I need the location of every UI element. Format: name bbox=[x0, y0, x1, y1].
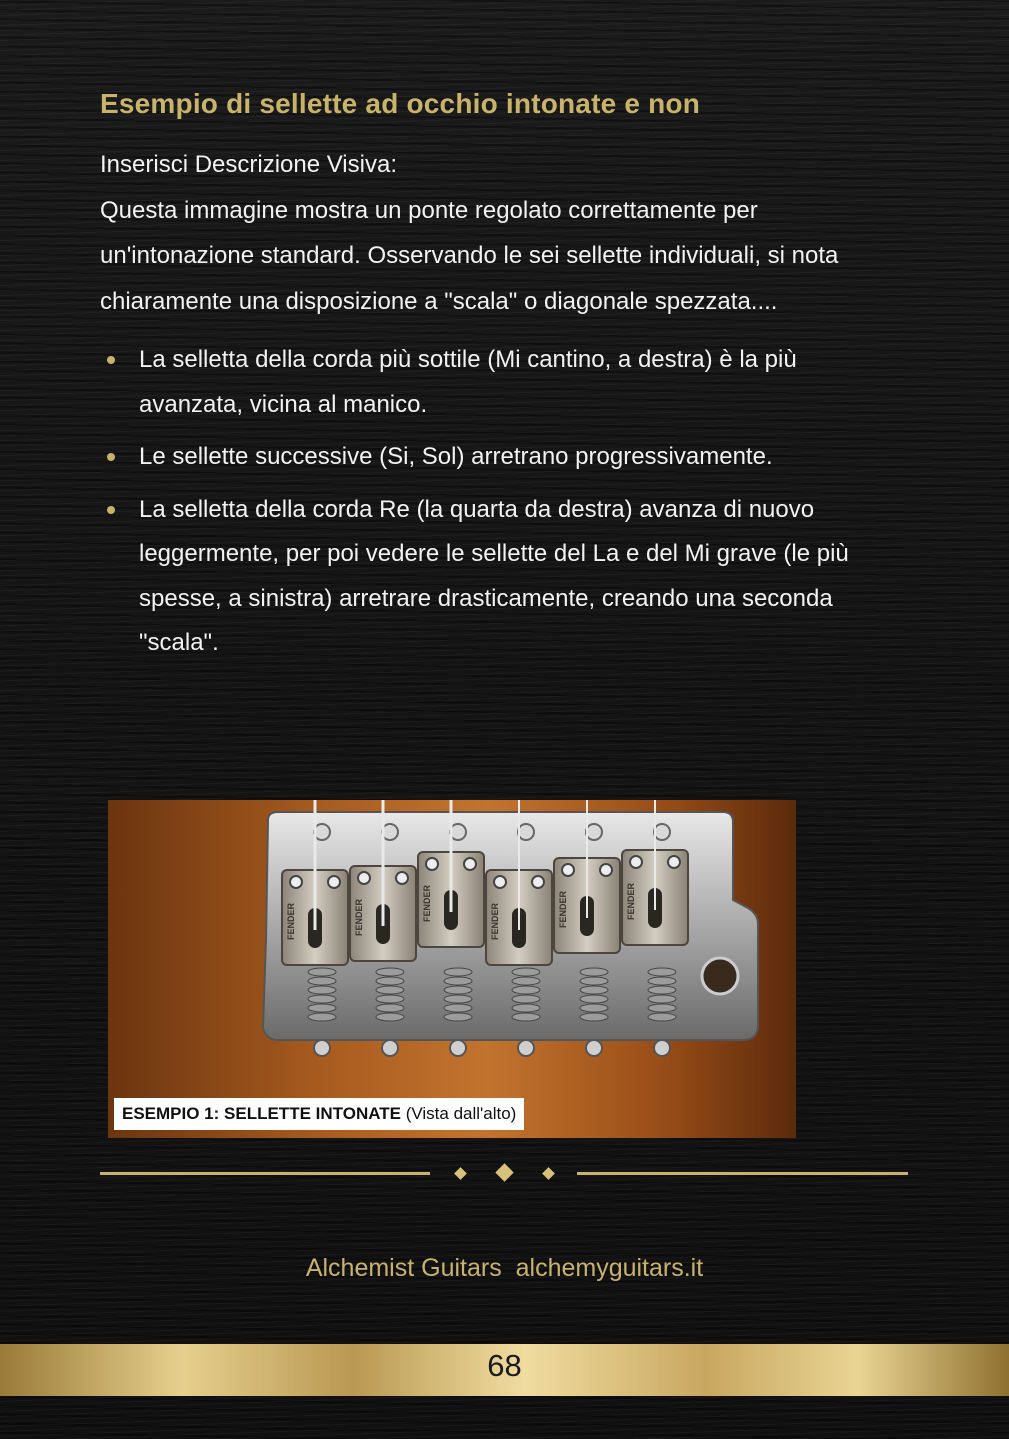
bullet-dot-icon bbox=[107, 506, 115, 514]
intonation-spring bbox=[376, 995, 404, 1003]
bridge-photo bbox=[108, 800, 796, 1138]
intonation-spring bbox=[580, 977, 608, 985]
diamond-icon bbox=[542, 1167, 555, 1180]
height-screw bbox=[396, 872, 408, 884]
intonation-spring bbox=[308, 986, 336, 994]
intonation-screw-head bbox=[314, 1040, 330, 1056]
paragraph-line: Inserisci Descrizione Visiva: bbox=[100, 151, 397, 178]
intonation-spring bbox=[512, 977, 540, 985]
string-hole bbox=[586, 824, 602, 840]
section-heading: Esempio di sellette ad occhio intonate e non bbox=[100, 88, 701, 119]
list-item bbox=[100, 435, 900, 480]
height-screw bbox=[494, 876, 506, 888]
intonation-spring bbox=[376, 986, 404, 994]
divider-line bbox=[577, 1172, 908, 1175]
intonation-screw-head bbox=[518, 1040, 534, 1056]
photo-caption bbox=[114, 1098, 524, 1130]
intonation-spring bbox=[512, 968, 540, 976]
intonation-spring bbox=[580, 986, 608, 994]
intonation-spring bbox=[308, 995, 336, 1003]
height-screw bbox=[290, 876, 302, 888]
list-item bbox=[100, 488, 900, 666]
intonation-screw-head bbox=[586, 1040, 602, 1056]
intonation-screw-head bbox=[450, 1040, 466, 1056]
intonation-spring bbox=[580, 995, 608, 1003]
height-screw bbox=[358, 872, 370, 884]
height-screw bbox=[328, 876, 340, 888]
string-hole bbox=[654, 824, 670, 840]
mount-hole bbox=[702, 958, 738, 994]
saddle-brand-text: FENDER bbox=[626, 882, 636, 920]
height-screw bbox=[562, 864, 574, 876]
intonation-spring bbox=[444, 968, 472, 976]
caption-title: ESEMPIO 1: SELLETTE INTONATE bbox=[122, 1104, 401, 1123]
saddle-brand-text: FENDER bbox=[422, 884, 432, 922]
height-screw bbox=[600, 864, 612, 876]
intonation-spring bbox=[580, 1013, 608, 1021]
caption-subtitle: (Vista dall'alto) bbox=[400, 1104, 517, 1123]
string-hole bbox=[518, 824, 534, 840]
intonation-spring bbox=[648, 1004, 676, 1012]
diamond-icon bbox=[495, 1163, 513, 1181]
intonation-spring bbox=[308, 977, 336, 985]
intonation-spring bbox=[376, 968, 404, 976]
intonation-spring bbox=[444, 1004, 472, 1012]
saddle-brand-text: FENDER bbox=[490, 902, 500, 940]
intonation-spring bbox=[648, 1013, 676, 1021]
ornamental-divider bbox=[100, 1160, 908, 1188]
footer-credit bbox=[0, 1254, 1009, 1283]
intonation-spring bbox=[580, 1004, 608, 1012]
height-screw bbox=[464, 858, 476, 870]
height-screw bbox=[532, 876, 544, 888]
footer-brand: Alchemist Guitars bbox=[305, 1254, 502, 1282]
intonation-spring bbox=[376, 1013, 404, 1021]
list-item bbox=[100, 338, 900, 427]
saddle-brand-text: FENDER bbox=[354, 898, 364, 936]
intonation-spring bbox=[444, 977, 472, 985]
guitar-bridge-illustration bbox=[108, 800, 796, 1138]
height-screw bbox=[426, 858, 438, 870]
paragraph-line: Questa immagine mostra un ponte regolato correttamente per bbox=[100, 196, 758, 224]
bullet-dot-icon bbox=[107, 356, 115, 364]
intonation-spring bbox=[308, 968, 336, 976]
footer-website: alchemyguitars.it bbox=[515, 1254, 704, 1282]
paragraph-line: chiaramente una disposizione a "scala" o diagonale spezzata.... bbox=[100, 287, 778, 315]
paragraph-line: un'intonazione standard. Osservando le sei sellette individuali, si nota bbox=[100, 242, 839, 269]
intonation-spring bbox=[444, 986, 472, 994]
intonation-spring bbox=[512, 1013, 540, 1021]
intonation-spring bbox=[512, 986, 540, 994]
saddle-brand-text: FENDER bbox=[558, 890, 568, 928]
bullet-dot-icon bbox=[107, 453, 115, 461]
description-paragraph bbox=[100, 142, 920, 324]
intonation-spring bbox=[376, 977, 404, 985]
intonation-spring bbox=[648, 995, 676, 1003]
intonation-spring bbox=[444, 995, 472, 1003]
height-screw bbox=[668, 856, 680, 868]
diamond-icon bbox=[454, 1167, 467, 1180]
intonation-spring bbox=[444, 1013, 472, 1021]
intonation-spring bbox=[648, 977, 676, 985]
list-item-text: Le sellette successive (Si, Sol) arretrano progressivamente. bbox=[139, 443, 773, 470]
intonation-spring bbox=[376, 1004, 404, 1012]
intonation-spring bbox=[648, 968, 676, 976]
list-item-text: La selletta della corda Re (la quarta da destra) avanza di nuovo leggermente, per poi vedere le sellette del La e del Mi grave (le più spesse, a sinistra) arretrare drasticamente, creando una seconda "scala". bbox=[139, 495, 849, 656]
height-screw bbox=[630, 856, 642, 868]
intonation-spring bbox=[580, 968, 608, 976]
divider-line bbox=[100, 1172, 430, 1175]
intonation-spring bbox=[512, 995, 540, 1003]
bullet-list bbox=[100, 338, 900, 674]
intonation-screw-head bbox=[382, 1040, 398, 1056]
intonation-spring bbox=[648, 986, 676, 994]
intonation-spring bbox=[308, 1013, 336, 1021]
list-item-text: La selletta della corda più sottile (Mi cantino, a destra) è la più avanzata, vicina al manico. bbox=[139, 346, 797, 418]
intonation-spring bbox=[308, 1004, 336, 1012]
intonation-screw-head bbox=[654, 1040, 670, 1056]
saddle-brand-text: FENDER bbox=[286, 902, 296, 940]
intonation-spring bbox=[512, 1004, 540, 1012]
page-number: 68 bbox=[487, 1348, 522, 1383]
